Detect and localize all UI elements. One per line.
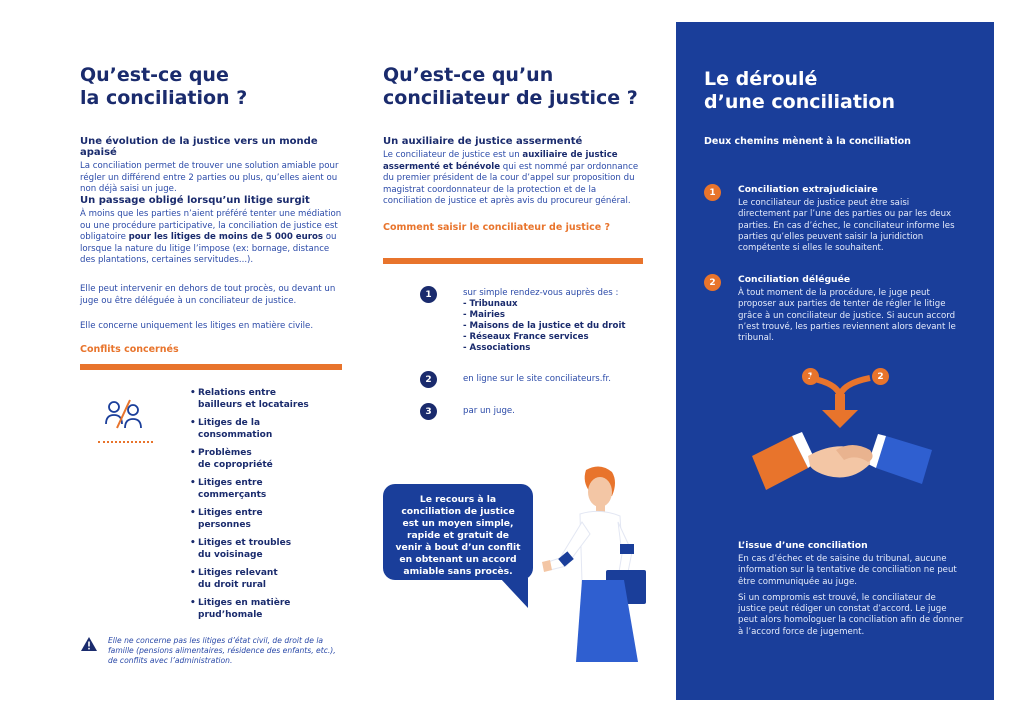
path-number-2: 2 (704, 274, 721, 291)
col2-title-line2: conciliateur de justice ? (383, 87, 638, 109)
p1-a: Le conciliateur de justice est un (383, 150, 523, 160)
issue-section (738, 540, 964, 638)
warning-note (80, 636, 342, 666)
conflict-line: Problèmes (198, 448, 252, 458)
conflict-item: • Relations entre bailleurs et locataires (190, 388, 309, 410)
how-orange-bar (383, 258, 643, 264)
conflict-line: Litiges entre (198, 508, 263, 518)
col3-title-line1: Le déroulé (704, 68, 818, 90)
step-1-item: - Mairies (463, 310, 505, 320)
conflict-line: commerçants (198, 489, 267, 500)
conflicts-title: Conflits concernés (80, 344, 179, 355)
conflict-line: Litiges entre (198, 478, 263, 488)
conflict-line: Relations entre (198, 388, 277, 398)
step-1 (463, 288, 643, 354)
col3-title (704, 68, 895, 114)
how-title: Comment saisir le conciliateur de justice ? (383, 222, 610, 233)
col1-title (80, 64, 247, 110)
col1-paragraph-4: Elle concerne uniquement les litiges en matière civile. (80, 321, 314, 331)
path-1-title: Conciliation extrajudiciaire (738, 184, 878, 195)
issue-paragraph-2: Si un compromis est trouvé, le conciliateur de justice peut rédiger un constat d’accord. Le juge peut alors homologuer la conciliation afin de donner à l’accord force de jugement. (738, 592, 964, 637)
conflict-item: • Litiges entre personnes (190, 508, 263, 530)
conflict-line: personnes (198, 519, 251, 530)
col1-title-line1: Qu’est-ce que (80, 64, 229, 86)
step-2: en ligne sur le site conciliateurs.fr. (463, 374, 611, 384)
conflict-line: Litiges en matière (198, 598, 291, 608)
step-number-3: 3 (420, 403, 437, 420)
col1-section-evolution (80, 136, 342, 196)
path-2-title: Conciliation déléguée (738, 274, 851, 285)
col1-paragraph-3: Elle peut intervenir en dehors de tout procès, ou devant un juge ou être déléguée à un conciliateur de justice. (80, 284, 336, 306)
path-1-text: Le conciliateur de justice peut être saisi directement par l’une des parties ou par les deux parties. En cas d’échec, le conciliateur informe les parties qu’elles peuvent saisir la juridiction compétente si elles le souhaitent. (738, 198, 955, 254)
col2-title (383, 64, 638, 110)
col3-title-line2: d’une conciliation (704, 91, 896, 113)
col1-paragraph-1: La conciliation permet de trouver une solution amiable pour régler un différend entre 2 parties ou plus, qu’elles aient ou non déjà saisi un juge. (80, 161, 339, 194)
people-icon (104, 398, 144, 438)
path-number-1: 1 (704, 184, 721, 201)
step-3: par un juge. (463, 406, 515, 416)
path-1 (738, 184, 964, 254)
path-2 (738, 274, 964, 344)
merge-number-1: 1 (802, 368, 819, 385)
col1-title-line2: la conciliation ? (80, 87, 248, 109)
icon-dotted-divider (98, 441, 153, 443)
col1-subtitle-evolution: Une évolution de la justice vers un monde apaisé (80, 136, 318, 158)
conflicts-orange-bar (80, 364, 342, 370)
conflict-item: • Litiges relevant du droit rural (190, 568, 278, 590)
warning-text: Elle ne concerne pas les litiges d’état civil, de droit de la famille (pensions alimentaires, résidence des enfants, etc.), de conflits avec l’administration. (108, 636, 336, 665)
p2-c: ou lorsque la nature du litige l’impose (ex: bornage, distance des plantations, certaines servitudes...). (80, 232, 337, 265)
step-1-item: - Tribunaux (463, 299, 518, 309)
step-number-2: 2 (420, 371, 437, 388)
paths-title: Deux chemins mènent à la conciliation (704, 136, 911, 147)
conflict-item: • Litiges en matière prud’homale (190, 598, 291, 620)
col2-subtitle: Un auxiliaire de justice assermenté (383, 136, 583, 147)
conflict-item: • Litiges entre commerçants (190, 478, 267, 500)
conflict-line: de copropriété (198, 459, 273, 470)
conflict-line: du voisinage (198, 549, 263, 560)
col1-section-obligatoire (80, 195, 342, 267)
col1-paragraph-2 (80, 209, 342, 267)
handshake-illustration (752, 364, 932, 518)
path-2-text: À tout moment de la procédure, le juge peut proposer aux parties de tenter de régler le litige grâce à un conciliateur de justice. Si aucun accord n’est trouvé, les parties reviennent alors devant le tribunal. (738, 288, 956, 344)
step-number-1: 1 (420, 286, 437, 303)
issue-title: L’issue d’une conciliation (738, 540, 868, 551)
issue-paragraph-1: En cas d’échec et de saisine du tribunal, aucune information sur la tentative de conciliation ne peut être communiquée au juge. (738, 554, 957, 587)
warning-icon (80, 636, 98, 666)
conflict-line: Litiges de la (198, 418, 261, 428)
p1-bold: auxiliaire de justice assermenté et bénévole (383, 150, 618, 172)
conflict-line: consommation (198, 429, 273, 440)
conciliator-illustration (520, 462, 650, 666)
col2-section-auxiliaire (383, 136, 641, 208)
col2-title-line1: Qu’est-ce qu’un (383, 64, 554, 86)
conflict-line: du droit rural (198, 579, 267, 590)
conflict-line: Litiges relevant (198, 568, 278, 578)
step-1-item: - Maisons de la justice et du droit (463, 321, 626, 331)
step-1-item: - Réseaux France services (463, 332, 589, 342)
conflicts-list (190, 388, 340, 628)
col2-paragraph-1 (383, 150, 641, 208)
merge-number-2: 2 (872, 368, 889, 385)
step-1-intro: sur simple rendez-vous auprès des : (463, 288, 619, 298)
conflict-line: prud’homale (198, 609, 263, 620)
conflict-item: • Problèmes de copropriété (190, 448, 273, 470)
col1-subtitle-obligatoire: Un passage obligé lorsqu’un litige surgit (80, 195, 310, 206)
conflict-item: • Litiges de la consommation (190, 418, 273, 440)
step-1-item: - Associations (463, 343, 531, 353)
conflict-item: • Litiges et troubles du voisinage (190, 538, 292, 560)
p1-c: qui est nommé par ordonnance du premier président de la cour d’appel sur proposition du magistrat coordonnateur de la protection et de la conciliation de justice et après avis du procureur général. (383, 161, 639, 206)
p2-a: À moins que les parties n’aient préféré tenter une médiation ou une procédure participative, la conciliation de justice est obligatoire (80, 209, 342, 242)
quote-bubble: Le recours à la conciliation de justice est un moyen simple, rapide et gratuit de venir à bout d’un conflit en obtenant un accord amiable sans procès. (383, 484, 533, 580)
conflict-line: Litiges et troubles (198, 538, 292, 548)
p2-bold: pour les litiges de moins de 5 000 euros (128, 232, 323, 242)
conflict-line: bailleurs et locataires (198, 399, 309, 410)
